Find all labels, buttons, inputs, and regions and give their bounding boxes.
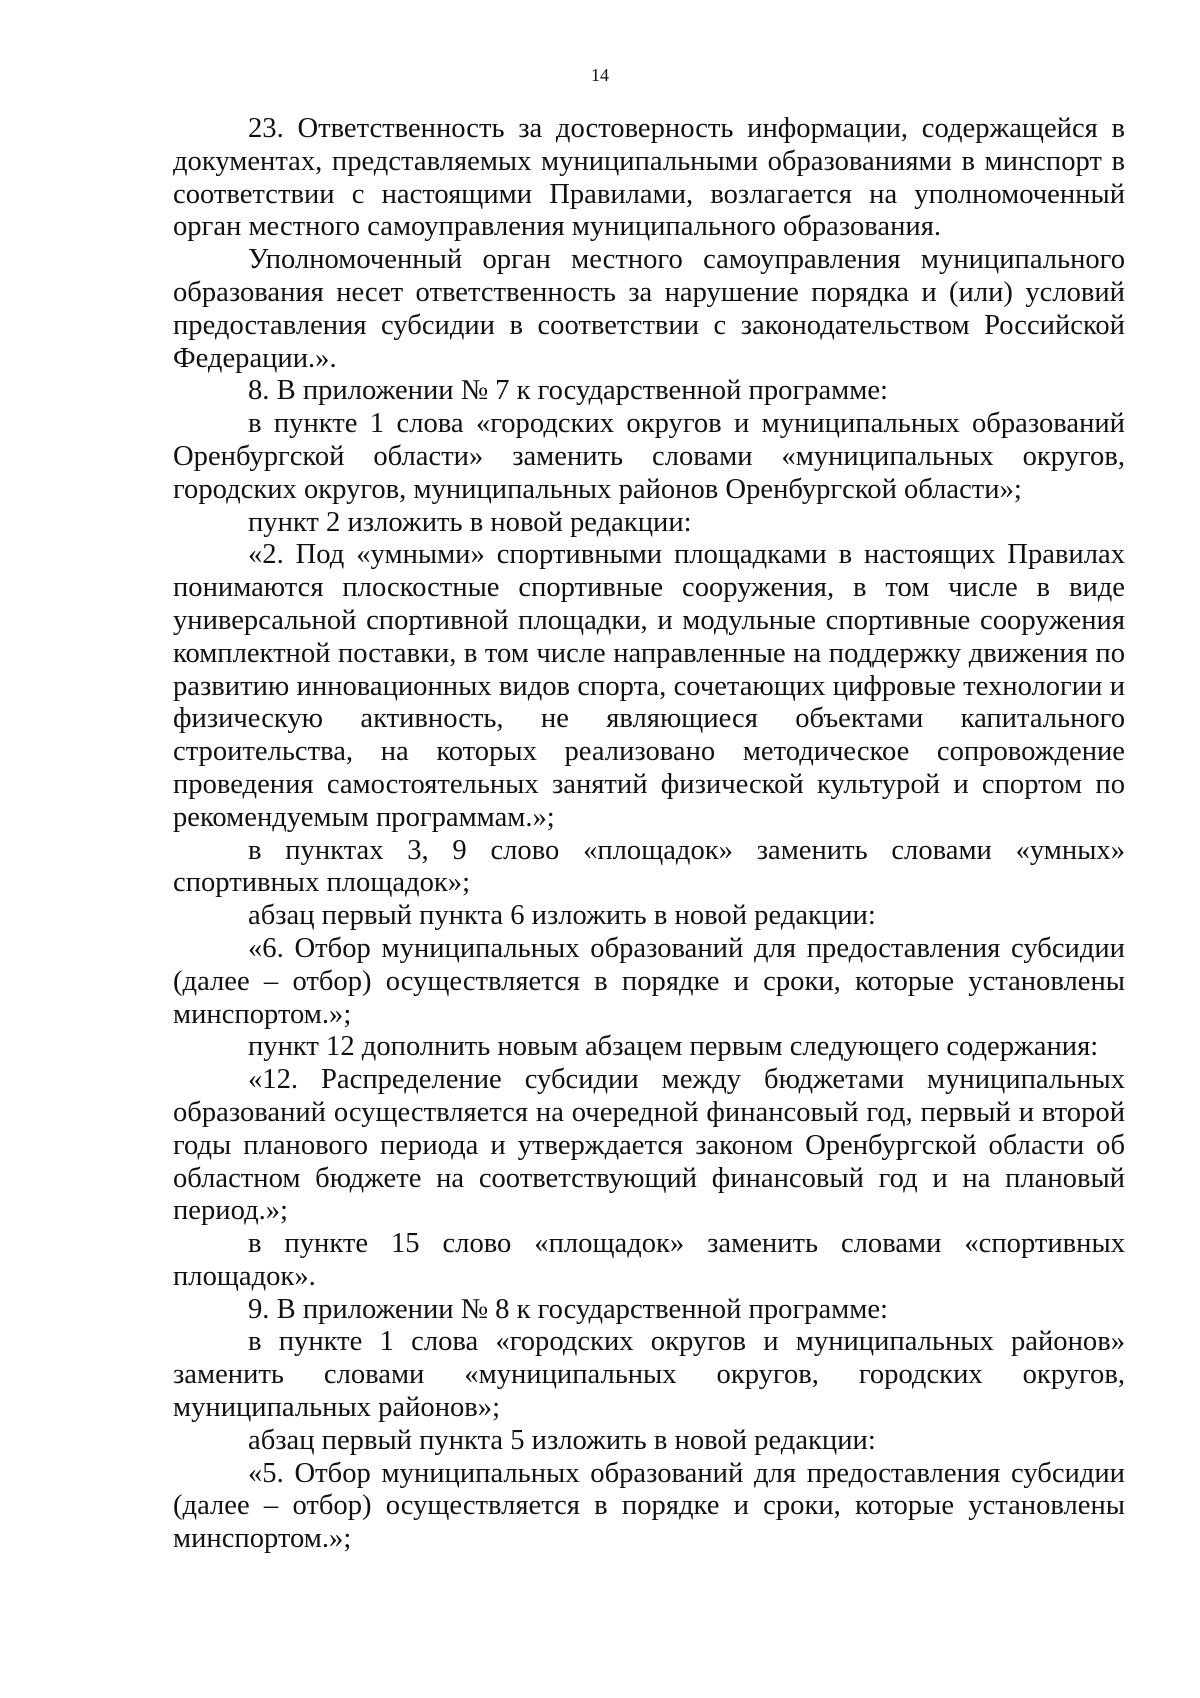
paragraph-smart-playgrounds-definition: «2. Под «умными» спортивными площадками в настоящих Правилах понимаются плоскостные спортивные сооружения, в том числе в виде универсальной спортивной площадки, и модульные спортивные сооружения комплектной поставки, в том числе направленные на поддержку движения по развитию инновационных видов спорта, сочетающих цифровые технологии и физическую активность, не являющиеся объектами капитального строительства, на которых реализовано методическое сопровождение проведения самостоятельных занятий физической культурой и спортом по рекомендуемым программам.»;	[173, 539, 1125, 833]
paragraph-9-appendix-8: 9. В приложении № 8 к государственной программе:	[248, 1293, 888, 1325]
paragraph-point-1-replacement: в пункте 1 слова «городских округов и муниципальных образований Оренбургской области» заменить словами «муниципальных округов, городских округов, муниципальных районов Оренбургской области»;	[173, 408, 1125, 505]
paragraph-point-6-text: «6. Отбор муниципальных образований для предоставления субсидии (далее – отбор) осуществляется в порядке и сроки, которые установлены минспортом.»;	[173, 932, 1125, 1030]
paragraph-point-15-replacement: в пункте 15 слово «площадок» заменить словами «спортивных площадок».	[173, 1228, 1125, 1292]
document-body	[173, 113, 1125, 1556]
page-number: 14	[591, 65, 609, 85]
paragraph-point-2-new-edition: пункт 2 изложить в новой редакции:	[248, 506, 692, 538]
paragraph-appendix-8-point-1: в пункте 1 слова «городских округов и муниципальных районов» заменить словами «муниципальных округов, городских округов, муниципальных районов»;	[173, 1326, 1125, 1424]
paragraph-point-5-new-edition: абзац первый пункта 5 изложить в новой редакции:	[248, 1424, 876, 1456]
paragraph-points-3-9-replacement: в пунктах 3, 9 слово «площадок» заменить словами «умных» спортивных площадок»;	[173, 834, 1125, 899]
paragraph-23-responsibility: 23. Ответственность за достоверность информации, содержащейся в документах, представляемых муниципальными образованиями в минспорт в соответствии с настоящими Правилами, возлагается на уполномоченный орган местного самоуправления муниципального образования.	[173, 113, 1125, 243]
paragraph-point-6-new-edition: абзац первый пункта 6 изложить в новой редакции:	[248, 900, 876, 932]
paragraph-8-appendix-7: 8. В приложении № 7 к государственной программе:	[248, 375, 888, 407]
paragraph-point-12-addition: пункт 12 дополнить новым абзацем первым следующего содержания:	[248, 1031, 1099, 1063]
paragraph-point-5-text: «5. Отбор муниципальных образований для предоставления субсидии (далее – отбор) осуществляется в порядке и сроки, которые установлены минспортом.»;	[173, 1457, 1125, 1555]
paragraph-authorized-body: Уполномоченный орган местного самоуправления муниципального образования несет ответственность за нарушение порядка и (или) условий предоставления субсидии в соответствии с законодательством Российской Федерации.».	[173, 244, 1125, 374]
paragraph-point-12-text: «12. Распределение субсидии между бюджетами муниципальных образований осуществляется на очередной финансовый год, первый и второй годы планового периода и утверждается законом Оренбургской области об областном бюджете на соответствующий финансовый год и на плановый период.»;	[173, 1064, 1125, 1227]
